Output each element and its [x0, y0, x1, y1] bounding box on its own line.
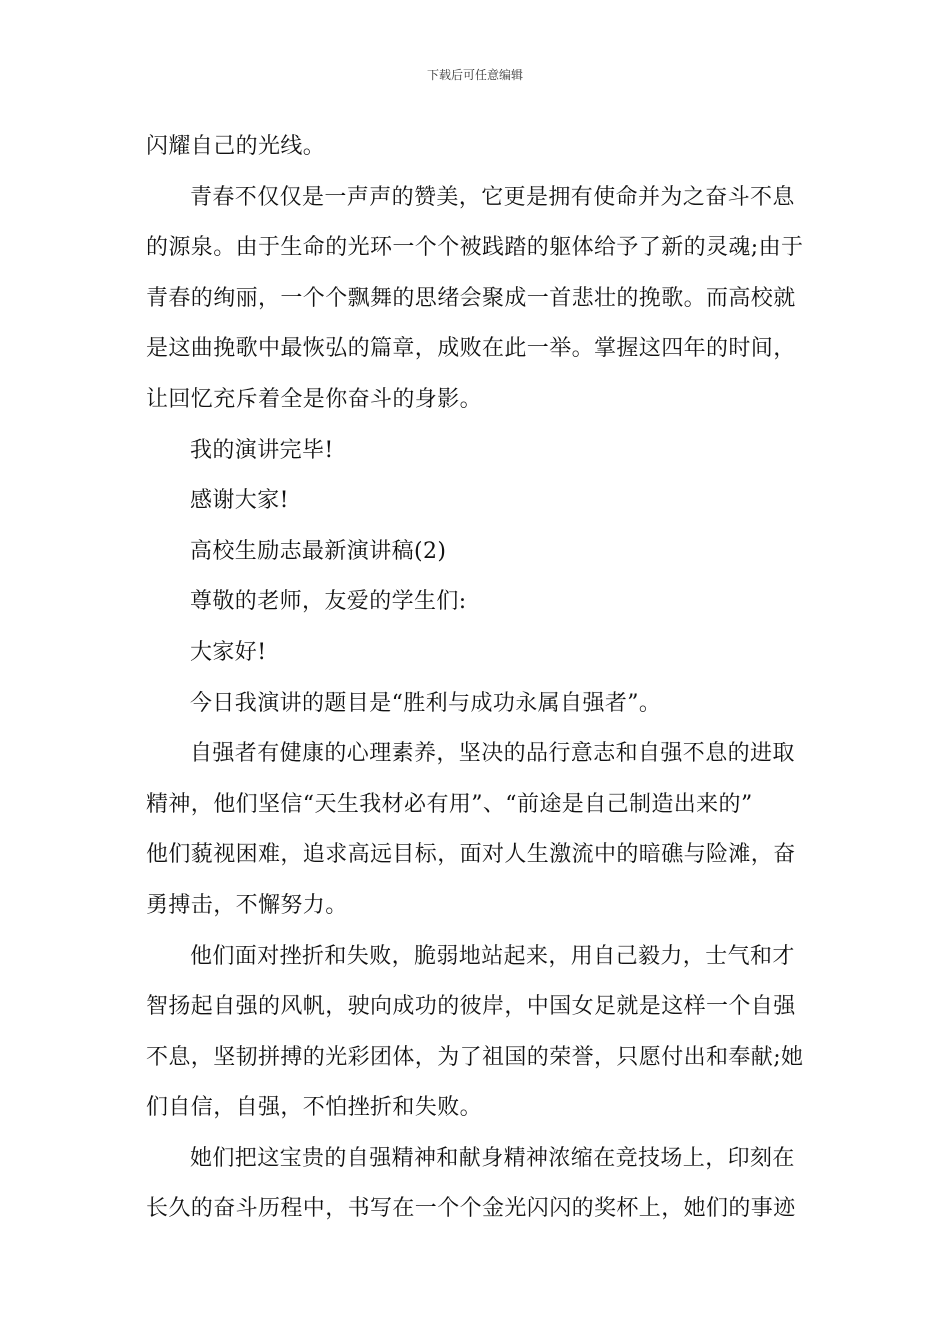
- page-header: 下载后可任意编辑: [426, 68, 523, 82]
- paragraph-start-line: 她们把这宝贵的自强精神和献身精神浓缩在竞技场上，印刻在: [190, 1145, 795, 1171]
- text-line: 不息，坚韧拼搏的光彩团体，为了祖国的荣誉，只愿付出和奉献;她: [146, 1044, 804, 1070]
- text-line: 是这曲挽歌中最恢弘的篇章，成败在此一举。掌握这四年的时间，: [146, 336, 796, 362]
- text-line: 的源泉。由于生命的光环一个个被践踏的躯体给予了新的灵魂;由于: [146, 235, 804, 261]
- text-line: 们自信，自强，不怕挫折和失败。: [146, 1095, 483, 1121]
- salutation-line: 尊敬的老师，友爱的学生们:: [190, 589, 467, 615]
- topic-line: 今日我演讲的题目是“胜利与成功永属自强者”。: [190, 690, 662, 716]
- section-title: 高校生励志最新演讲稿(2): [190, 538, 447, 564]
- text-line: 智扬起自强的风帆，驶向成功的彼岸，中国女足就是这样一个自强: [146, 994, 796, 1020]
- greeting-line: 大家好!: [190, 639, 267, 665]
- document-body: [146, 128, 808, 1241]
- text-line: 精神，他们坚信“天生我材必有用”、“前途是自己制造出来的”: [146, 791, 753, 817]
- text-line: 勇搏击，不懈努力。: [146, 892, 348, 918]
- text-line: 让回忆充斥着全是你奋斗的身影。: [146, 386, 483, 412]
- text-line: 闪耀自己的光线。: [146, 134, 326, 159]
- text-line: 他们藐视困难，追求高远目标，面对人生激流中的暗礁与险滩，奋: [146, 842, 796, 868]
- paragraph-start-line: 他们面对挫折和失败，脆弱地站起来，用自己毅力，士气和才: [190, 943, 795, 969]
- thanks-line: 感谢大家!: [190, 488, 289, 514]
- paragraph-start-line: 青春不仅仅是一声声的赞美，它更是拥有使命并为之奋斗不息: [190, 184, 795, 210]
- text-line: 青春的绚丽，一个个飘舞的思绪会聚成一首悲壮的挽歌。而高校就: [146, 285, 796, 311]
- paragraph-start-line: 自强者有健康的心理素养，坚决的品行意志和自强不息的进取: [190, 741, 795, 767]
- closing-line: 我的演讲完毕!: [190, 437, 334, 463]
- text-line: 长久的奋斗历程中，书写在一个个金光闪闪的奖杯上，她们的事迹: [146, 1196, 796, 1222]
